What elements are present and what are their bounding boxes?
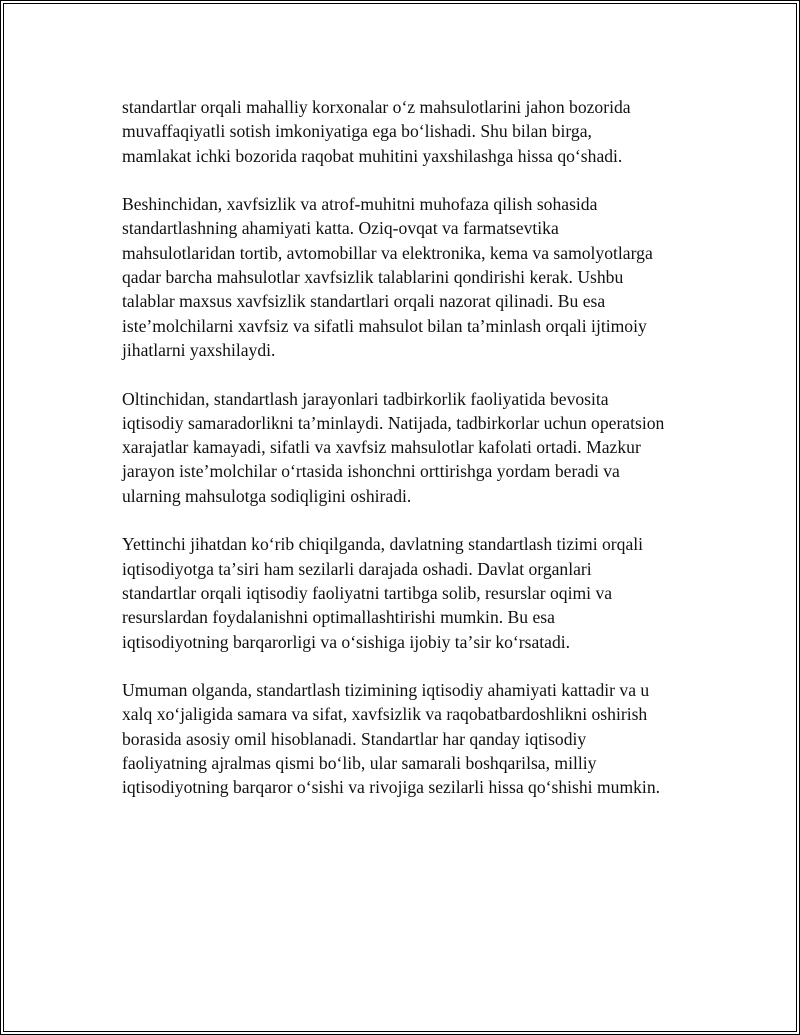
text-line: muvaffaqiyatli sotish imkoniyatiga ega boʻlishadi. Shu bilan birga, bbox=[122, 121, 592, 142]
text-line: Beshinchidan, xavfsizlik va atrof-muhitni muhofaza qilish sohasida bbox=[122, 194, 598, 215]
text-line: Umuman olganda, standartlash tizimining iqtisodiy ahamiyati kattadir va u bbox=[122, 680, 650, 701]
text-line: faoliyatning ajralmas qismi boʻlib, ular samarali boshqarilsa, milliy bbox=[122, 753, 597, 774]
paragraph-continuation bbox=[122, 95, 697, 168]
text-line: borasida asosiy omil hisoblanadi. Standartlar har qanday iqtisodiy bbox=[122, 728, 587, 749]
text-line: standartlashning ahamiyati katta. Oziq-ovqat va farmatsevtika bbox=[122, 218, 559, 239]
paragraph-sixth bbox=[122, 387, 697, 508]
text-line: xarajatlar kamayadi, sifatli va xavfsiz mahsulotlar kafolati ortadi. Mazkur bbox=[122, 437, 641, 458]
text-line: qadar barcha mahsulotlar xavfsizlik talablarini qondirishi kerak. Ushbu bbox=[122, 267, 624, 288]
paragraph-fifth bbox=[122, 192, 697, 362]
paragraph-conclusion bbox=[122, 678, 697, 799]
text-line: Oltinchidan, standartlash jarayonlari tadbirkorlik faoliyatida bevosita bbox=[122, 388, 609, 409]
text-line: mahsulotlaridan tortib, avtomobillar va elektronika, kema va samolyotlarga bbox=[122, 242, 653, 263]
text-line: jarayon isteʼmolchilar oʻrtasida ishonchni orttirishga yordam beradi va bbox=[122, 461, 620, 482]
text-line: iqtisodiy samaradorlikni taʼminlaydi. Natijada, tadbirkorlar uchun operatsion bbox=[122, 412, 665, 433]
text-line: standartlar orqali mahalliy korxonalar oʻz mahsulotlarini jahon bozorida bbox=[122, 97, 631, 117]
text-line: isteʼmolchilarni xavfsiz va sifatli mahsulot bilan taʼminlash orqali ijtimoiy bbox=[122, 315, 647, 336]
text-line: xalq xoʻjaligida samara va sifat, xavfsizlik va raqobatbardoshlikni oshirish bbox=[122, 704, 648, 725]
text-line: iqtisodiyotning barqarorligi va oʻsishiga ijobiy taʼsir koʻrsatadi. bbox=[122, 631, 571, 652]
text-line: iqtisodiyotning barqaror oʻsishi va rivojiga sezilarli hissa qoʻshishi mumkin. bbox=[122, 777, 661, 798]
text-line: resurslardan foydalanishni optimallashtirishi mumkin. Bu esa bbox=[122, 607, 555, 628]
paragraph-seventh bbox=[122, 532, 697, 653]
document-body bbox=[122, 95, 697, 824]
text-line: ularning mahsulotga sodiqligini oshiradi. bbox=[122, 485, 412, 506]
text-line: talablar maxsus xavfsizlik standartlari orqali nazorat qilinadi. Bu esa bbox=[122, 291, 606, 312]
text-line: jihatlarni yaxshilaydi. bbox=[122, 339, 276, 360]
text-line: standartlar orqali iqtisodiy faoliyatni tartibga solib, resurslar oqimi va bbox=[122, 582, 613, 603]
text-line: mamlakat ichki bozorida raqobat muhitini yaxshilashga hissa qoʻshadi. bbox=[122, 145, 623, 166]
text-line: iqtisodiyotga taʼsiri ham sezilarli darajada oshadi. Davlat organlari bbox=[122, 558, 592, 579]
text-line: Yettinchi jihatdan koʻrib chiqilganda, davlatning standartlash tizimi orqali bbox=[122, 534, 644, 555]
